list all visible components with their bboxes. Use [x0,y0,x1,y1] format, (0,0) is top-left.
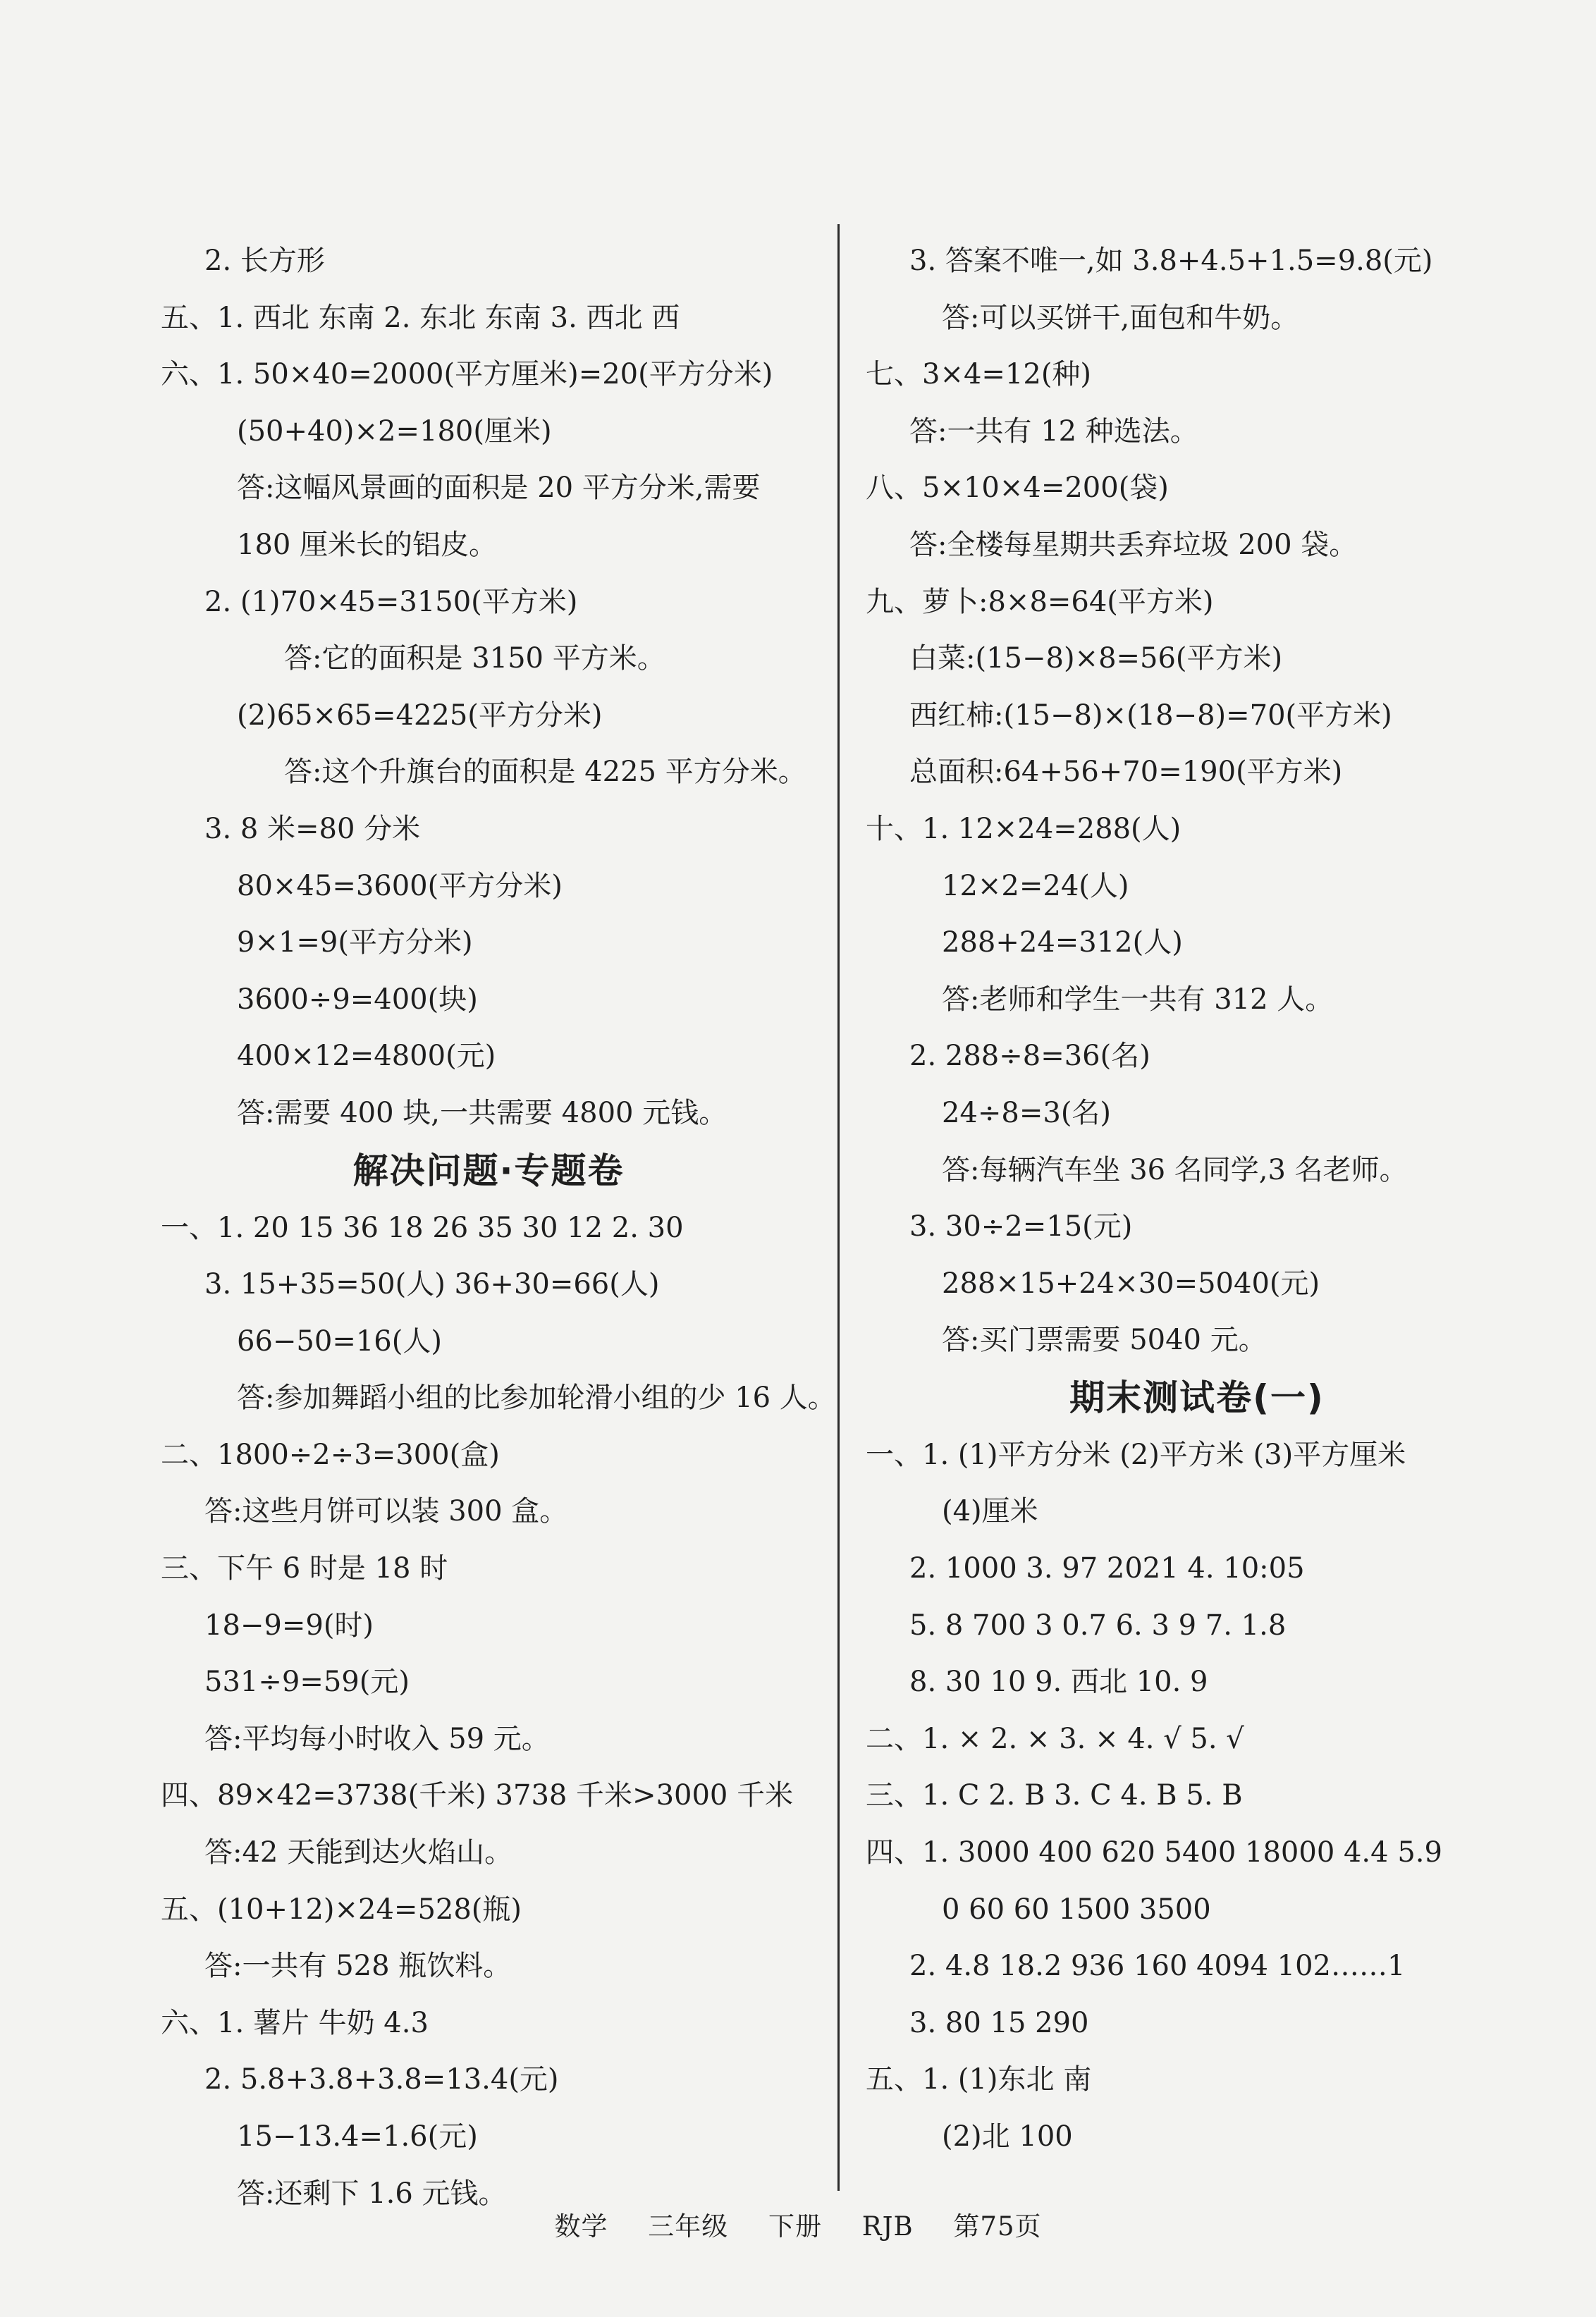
section-heading: 期末测试卷(一) [1069,1377,1325,1418]
answer-line: 六、1. 50×40=2000(平方厘米)=20(平方分米) [161,358,773,391]
answer-line: 六、1. 薯片 牛奶 4.3 [161,2006,429,2039]
footer-edition: RJB [861,2211,914,2242]
answer-line: 八、5×10×4=200(袋) [866,472,1169,505]
answer-line: 66−50=16(人) [237,1325,442,1358]
answer-line: (2)北 100 [942,2120,1073,2153]
answer-line: 五、(10+12)×24=528(瓶) [161,1893,522,1926]
answer-line: 2. 288÷8=36(名) [909,1040,1150,1073]
answer-line: 8. 30 10 9. 西北 10. 9 [909,1666,1208,1699]
answer-line: 答:需要 400 块,一共需要 4800 元钱。 [237,1096,728,1129]
answer-line: 9×1=9(平方分米) [237,926,473,959]
answer-line: 三、1. C 2. B 3. C 4. B 5. B [866,1779,1243,1812]
answer-line: 3. 30÷2=15(元) [909,1210,1133,1243]
answer-line: 答:一共有 12 种选法。 [909,414,1198,448]
answer-line: 答:42 天能到达火焰山。 [204,1836,513,1869]
answer-line: 12×2=24(人) [942,869,1129,902]
answer-line: 5. 8 700 3 0.7 6. 3 9 7. 1.8 [909,1609,1287,1642]
answer-line: (50+40)×2=180(厘米) [237,414,552,448]
answer-line: 15−13.4=1.6(元) [237,2120,478,2153]
answer-line: 总面积:64+56+70=190(平方米) [909,756,1343,789]
answer-line: 2. (1)70×45=3150(平方米) [204,585,578,618]
answer-line: 2. 4.8 18.2 936 160 4094 102……1 [909,1950,1406,1983]
page-footer [0,2205,1596,2243]
answer-line: 0 60 60 1500 3500 [942,1893,1211,1926]
answer-line: 531÷9=59(元) [204,1666,410,1699]
answer-line: 答:这些月饼可以装 300 盒。 [204,1495,568,1528]
answer-line: 288+24=312(人) [942,926,1183,959]
answer-line: 2. 长方形 [204,245,325,277]
answer-line: 答:买门票需要 5040 元。 [942,1324,1267,1357]
column-divider [837,224,840,2191]
footer-volume: 下册 [768,2211,822,2242]
answer-line: 2. 5.8+3.8+3.8=13.4(元) [204,2063,559,2096]
answer-line: 答:这个升旗台的面积是 4225 平方分米。 [284,756,806,789]
answer-line: 3600÷9=400(块) [237,983,478,1016]
answer-line: 一、1. (1)平方分米 (2)平方米 (3)平方厘米 [866,1438,1406,1471]
answer-line: 2. 1000 3. 97 2021 4. 10:05 [909,1552,1305,1585]
answer-line: (4)厘米 [942,1495,1038,1528]
answer-line: 七、3×4=12(种) [866,358,1092,391]
answer-line: 400×12=4800(元) [237,1040,496,1073]
answer-line: 答:可以买饼干,面包和牛奶。 [942,301,1299,334]
answer-line: 答:每辆汽车坐 36 名同学,3 名老师。 [942,1153,1408,1186]
answer-line: 3. 答案不唯一,如 3.8+4.5+1.5=9.8(元) [909,245,1433,277]
answer-line: 答:老师和学生一共有 312 人。 [942,983,1334,1016]
answer-line: 二、1800÷2÷3=300(盒) [161,1438,500,1471]
answer-line: 答:还剩下 1.6 元钱。 [237,2177,507,2210]
answer-line: (2)65×65=4225(平方分米) [237,699,603,732]
answer-line: 180 厘米长的铝皮。 [237,528,498,561]
answer-line: 答:平均每小时收入 59 元。 [204,1722,550,1755]
answer-line: 答:全楼每星期共丢弃垃圾 200 袋。 [909,528,1358,561]
answer-line: 九、萝卜:8×8=64(平方米) [866,585,1214,618]
answer-line: 二、1. × 2. × 3. × 4. √ 5. √ [866,1722,1244,1755]
footer-subject: 数学 [554,2211,608,2242]
footer-grade: 三年级 [648,2211,729,2242]
answer-line: 五、1. (1)东北 南 [866,2063,1092,2096]
answer-line: 一、1. 20 15 36 18 26 35 30 12 2. 30 [161,1211,684,1244]
answer-line: 答:一共有 528 瓶饮料。 [204,1950,512,1983]
answer-line: 四、1. 3000 400 620 5400 18000 4.4 5.9 [866,1836,1442,1869]
footer-page-number: 第75页 [953,2211,1042,2242]
answer-line: 3. 8 米=80 分米 [204,812,421,845]
answer-line: 答:这幅风景画的面积是 20 平方分米,需要 [237,472,761,505]
answer-line: 288×15+24×30=5040(元) [942,1267,1320,1300]
answer-line: 三、下午 6 时是 18 时 [161,1552,448,1585]
section-heading: 解决问题·专题卷 [352,1150,625,1191]
answer-line: 答:它的面积是 3150 平方米。 [284,642,665,675]
answer-line: 3. 80 15 290 [909,2006,1089,2039]
right-column [866,233,1528,2165]
answer-line: 四、89×42=3738(千米) 3738 千米>3000 千米 [161,1779,794,1812]
answer-line: 18−9=9(时) [204,1609,374,1642]
left-column [161,233,836,2222]
answer-line: 十、1. 12×24=288(人) [866,812,1181,845]
answer-line: 西红柿:(15−8)×(18−8)=70(平方米) [909,699,1392,732]
answer-line: 白菜:(15−8)×8=56(平方米) [909,642,1283,675]
answer-line: 24÷8=3(名) [942,1096,1112,1129]
answer-line: 答:参加舞蹈小组的比参加轮滑小组的少 16 人。 [237,1382,836,1415]
answer-line: 五、1. 西北 东南 2. 东北 东南 3. 西北 西 [161,301,680,334]
answer-line: 80×45=3600(平方分米) [237,869,563,902]
answer-line: 3. 15+35=50(人) 36+30=66(人) [204,1268,660,1301]
